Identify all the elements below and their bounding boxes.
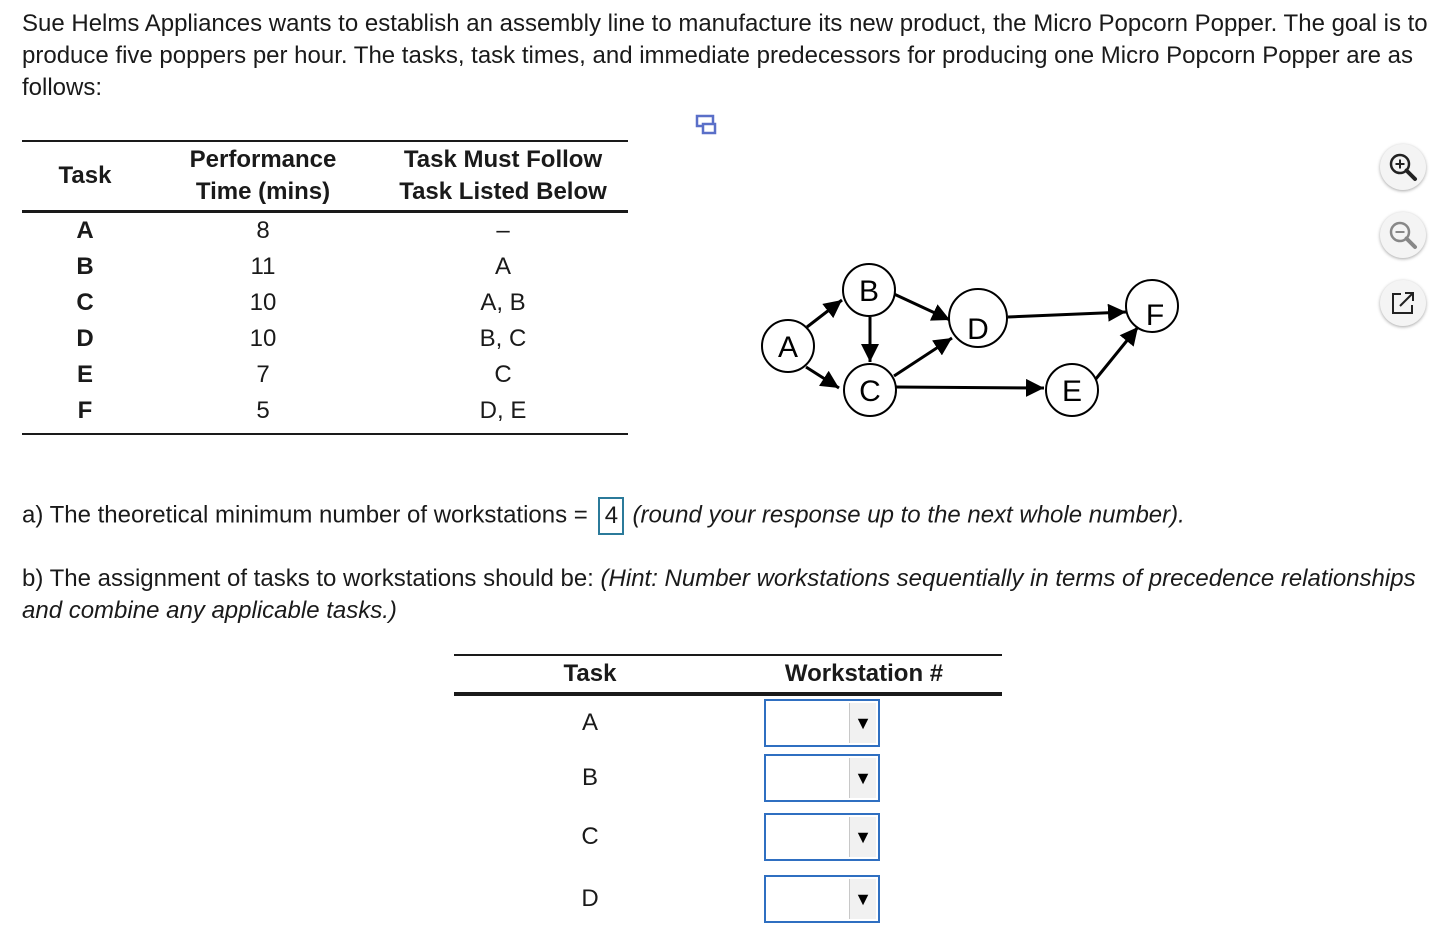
question-b-prefix: b) The assignment of tasks to workstations should be: [22,565,594,592]
intro-text: Sue Helms Appliances wants to establish an assembly line to manufacture its new product, the Micro Popcorn Popper. The goal is to produce five poppers per hour. The tasks, task times, and immediate predecessors for producing one Micro Popcorn Popper are as follows: [22,10,1428,101]
task-cell: A [76,217,94,244]
edge-d-f [1008,312,1126,317]
task-cell: D [76,325,94,352]
question-a [22,497,1185,535]
edge-c-d [894,338,952,376]
table-row [454,750,1002,806]
time-cell: 10 [249,289,277,316]
edge-a-c [806,367,839,388]
assignment-table [454,654,1002,930]
predecessor-cell: A [494,253,511,280]
dropdown-arrow-icon[interactable]: ▼ [849,817,876,857]
dropdown-arrow-icon[interactable]: ▼ [849,703,876,743]
workstation-dropdown-c[interactable] [764,813,880,861]
question-b-hint: (Hint: Number workstations sequentially in terms of precedence relationships and combine any applicable tasks.) [22,565,1416,624]
table-row [454,806,1002,868]
precedence-diagram [740,250,1200,430]
table-row [22,249,628,285]
zoom-out-button[interactable] [1380,212,1426,258]
time-cell: 8 [256,217,270,244]
predecessor-cell: B, C [479,325,527,352]
node-label: A [777,331,799,364]
popout-button[interactable] [1380,280,1426,326]
question-a-note: (round your response up to the next whole number). [632,501,1185,529]
zoom-in-button[interactable] [1380,144,1426,190]
side-toolbar [1380,144,1428,348]
workstation-dropdown-b[interactable] [764,754,880,802]
assign-task-cell: A [581,709,598,736]
node-label: B [858,275,880,308]
table-row [22,357,628,393]
predecessor-cell: C [494,361,512,388]
node-label: C [859,375,881,408]
predecessor-cell: A, B [480,289,526,316]
dropdown-arrow-icon[interactable]: ▼ [849,758,876,798]
time-cell: 11 [250,253,276,280]
table-row [22,321,628,357]
node-label: E [1061,375,1083,408]
assign-task-cell: B [581,764,598,791]
task-cell: F [22,393,148,434]
zoom-in-icon [1386,150,1420,184]
node-label: D [967,313,989,346]
table-row [454,694,1002,750]
edge-b-d [894,294,950,320]
task-cell: C [76,289,94,316]
table-row [22,393,628,434]
assign-task-header: Task [454,655,726,694]
workstation-dropdown-d[interactable] [764,875,880,923]
time-cell: 10 [249,325,277,352]
assign-task-cell: C [581,823,599,850]
workstation-dropdown-a[interactable] [764,699,880,747]
question-b [22,563,1422,627]
task-cell: B [76,253,94,280]
predecessor-cell: D, E [378,393,628,434]
dropdown-arrow-icon[interactable]: ▼ [849,879,876,919]
edge-c-e [894,387,1044,388]
edge-a-b [807,300,842,327]
predecessor-header: Task Must Follow Task Listed Below [378,141,628,212]
popout-icon [1389,289,1417,317]
zoom-out-icon [1386,218,1420,252]
copy-icon[interactable] [695,113,719,142]
node-label: F [1145,299,1165,332]
time-header: Performance Time (mins) [148,141,378,212]
task-table [22,140,628,435]
question-a-prefix: a) The theoretical minimum number of workstations = [22,501,588,529]
table-row [454,868,1002,930]
task-header: Task [22,141,148,212]
assign-workstation-header: Workstation # [726,655,1002,694]
assign-task-cell: D [581,885,599,912]
min-workstations-input[interactable]: 4 [598,497,624,535]
time-cell: 7 [256,361,270,388]
table-row [22,285,628,321]
task-cell: E [76,361,93,388]
table-row [22,212,628,250]
edge-e-f [1095,327,1138,380]
predecessor-cell: – [496,217,510,244]
time-cell: 5 [148,393,378,434]
